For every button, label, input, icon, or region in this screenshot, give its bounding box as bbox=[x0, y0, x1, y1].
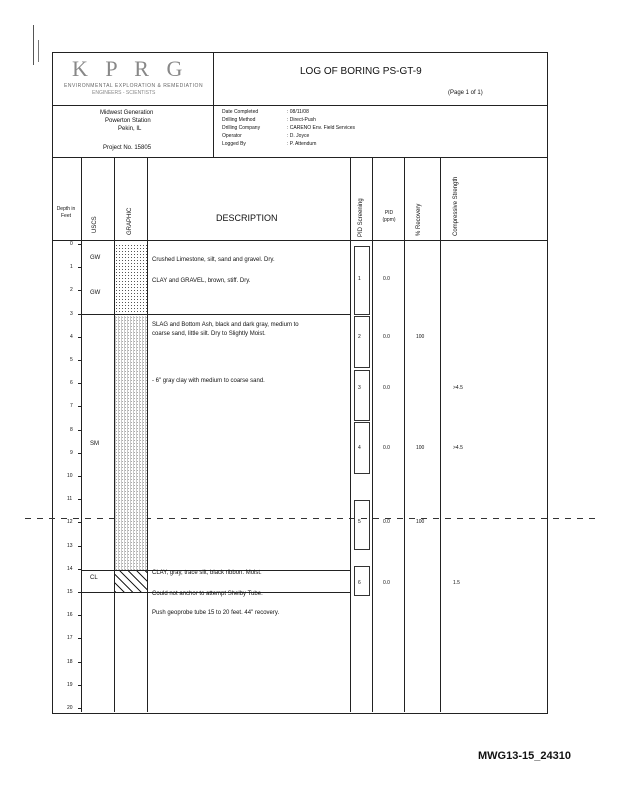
depth-tick-mark bbox=[78, 430, 82, 431]
header-divider-vertical bbox=[213, 52, 214, 105]
depth-tick-mark bbox=[78, 453, 82, 454]
sample-compressive: >4.5 bbox=[453, 445, 463, 452]
depth-tick-mark bbox=[78, 499, 82, 500]
project-name-1: Midwest Generation bbox=[100, 110, 154, 116]
info-value: : 08/11/08 bbox=[287, 109, 309, 115]
sample-number: 3 bbox=[358, 384, 361, 391]
depth-tick-label: 19 bbox=[67, 681, 73, 688]
uscs-code: GW bbox=[90, 289, 101, 296]
sample-pid: 0.0 bbox=[383, 445, 390, 452]
depth-tick-label: 8 bbox=[70, 426, 73, 433]
col-line bbox=[147, 157, 148, 712]
project-name-2: Powerton Station bbox=[105, 118, 151, 124]
column-header-uscs: USCS bbox=[92, 216, 98, 233]
depth-tick-label: 17 bbox=[67, 635, 73, 642]
project-number: Project No. 15805 bbox=[103, 145, 152, 151]
scan-dash-line bbox=[25, 518, 600, 519]
scan-mark-left bbox=[33, 25, 34, 65]
depth-tick-mark bbox=[78, 267, 82, 268]
sample-number: 1 bbox=[358, 275, 361, 282]
depth-tick-mark bbox=[78, 592, 82, 593]
column-header-pid-ppm: PID (ppm) bbox=[382, 210, 396, 223]
column-header-recovery: % Recovery bbox=[416, 203, 422, 236]
depth-tick-mark bbox=[78, 662, 82, 663]
column-header-divider bbox=[52, 240, 547, 241]
sample-recovery: 100 bbox=[416, 445, 425, 452]
description-line: Could not anchor to attempt Shelby Tube. bbox=[152, 591, 263, 598]
depth-tick-mark bbox=[78, 569, 82, 570]
sample-number: 4 bbox=[358, 445, 361, 452]
info-label: Drilling Company bbox=[222, 125, 261, 131]
info-value: : D. Joyce bbox=[287, 133, 310, 139]
info-divider-vertical bbox=[213, 105, 214, 157]
sample-box bbox=[354, 370, 370, 421]
col-line bbox=[440, 157, 441, 712]
column-header-depth: Depth in Feet bbox=[56, 206, 76, 219]
col-line bbox=[350, 157, 351, 712]
sample-box bbox=[354, 316, 370, 368]
depth-tick-label: 11 bbox=[67, 496, 73, 503]
depth-tick-mark bbox=[78, 406, 82, 407]
description-line: coarse sand, little silt. Dry to Slightly Moist. bbox=[152, 331, 266, 338]
sample-number: 5 bbox=[358, 519, 361, 526]
document-id: MWG13-15_24310 bbox=[478, 750, 571, 762]
info-value: : Direct-Push bbox=[287, 117, 316, 123]
sample-pid: 0.0 bbox=[383, 333, 390, 340]
depth-tick-label: 5 bbox=[70, 357, 73, 363]
depth-tick-label: 15 bbox=[67, 589, 73, 595]
depth-tick-label: 4 bbox=[70, 333, 73, 340]
depth-tick-mark bbox=[78, 546, 82, 547]
sample-pid: 0.0 bbox=[383, 519, 390, 526]
info-divider-horizontal bbox=[52, 157, 547, 158]
sample-box bbox=[354, 246, 370, 315]
column-header-description: DESCRIPTION bbox=[216, 213, 278, 223]
depth-tick-label: 1 bbox=[70, 264, 73, 271]
column-header-compressive: Compressive Strength bbox=[453, 176, 459, 236]
sample-compressive: 1.5 bbox=[453, 579, 460, 586]
sample-compressive: >4.5 bbox=[453, 384, 463, 391]
description-line: Push geoprobe tube 15 to 20 feet. 44" recovery. bbox=[152, 609, 280, 616]
depth-tick-mark bbox=[78, 685, 82, 686]
depth-tick-label: 6 bbox=[70, 380, 73, 387]
info-value: : P. Attendum bbox=[287, 141, 317, 147]
description-line: Crushed Limestone, silt, sand and gravel. Dry. bbox=[152, 257, 275, 264]
depth-tick-label: 13 bbox=[67, 542, 73, 549]
sample-pid: 0.0 bbox=[383, 384, 390, 391]
sample-recovery: 100 bbox=[416, 519, 425, 526]
depth-tick-mark bbox=[78, 383, 82, 384]
sample-box bbox=[354, 422, 370, 474]
page-number: (Page 1 of 1) bbox=[448, 90, 483, 96]
company-logo: K P R G bbox=[72, 56, 189, 81]
uscs-code: CL bbox=[90, 575, 98, 582]
sample-pid: 0.0 bbox=[383, 579, 390, 586]
depth-tick-mark bbox=[78, 337, 82, 338]
graphic-gravel-fill bbox=[115, 244, 147, 314]
layer-boundary bbox=[82, 314, 350, 315]
project-name-3: Pekin, IL bbox=[118, 126, 142, 132]
graphic-clay-fill bbox=[115, 570, 147, 592]
depth-tick-mark bbox=[78, 476, 82, 477]
description-line: - 6" gray clay with medium to coarse sand. bbox=[152, 377, 265, 384]
depth-tick-label: 3 bbox=[70, 310, 73, 317]
sample-box bbox=[354, 566, 370, 596]
depth-tick-label: 10 bbox=[67, 473, 73, 479]
uscs-code: GW bbox=[90, 254, 101, 261]
depth-tick-label: 7 bbox=[70, 403, 73, 410]
info-label: Date Completed bbox=[222, 109, 259, 115]
col-line bbox=[404, 157, 405, 712]
description-line: SLAG and Bottom Ash, black and dark gray, medium to bbox=[152, 322, 299, 329]
depth-tick-label: 14 bbox=[67, 565, 73, 572]
graphic-slag-overlay bbox=[115, 316, 147, 570]
depth-tick-mark bbox=[78, 615, 82, 616]
depth-tick-label: 18 bbox=[67, 658, 73, 665]
depth-tick-mark bbox=[78, 708, 82, 709]
depth-tick-label: 12 bbox=[67, 519, 73, 526]
depth-tick-mark bbox=[78, 244, 82, 245]
depth-tick-mark bbox=[78, 522, 82, 523]
scan-mark-left-2 bbox=[38, 40, 39, 62]
header-divider-horizontal bbox=[52, 105, 547, 106]
depth-tick-label: 2 bbox=[70, 287, 73, 294]
sample-recovery: 100 bbox=[416, 333, 425, 340]
page-title: LOG OF BORING PS-GT-9 bbox=[300, 66, 422, 77]
info-label: Operator bbox=[222, 133, 242, 139]
column-header-pid-screening: PID Screening bbox=[358, 198, 364, 237]
depth-tick-mark bbox=[78, 290, 82, 291]
description-line: CLAY, gray, trace silt, black ribbon. Moist. bbox=[152, 570, 262, 577]
depth-tick-label: 9 bbox=[70, 449, 73, 456]
info-value: : CARENO Env. Field Services bbox=[287, 125, 355, 131]
info-label: Drilling Method bbox=[222, 117, 256, 123]
sample-pid: 0.0 bbox=[383, 275, 390, 282]
col-line bbox=[372, 157, 373, 712]
sample-box bbox=[354, 500, 370, 550]
depth-tick-mark bbox=[78, 360, 82, 361]
uscs-code: SM bbox=[90, 440, 99, 447]
company-logo-caption: ENGINEERS - SCIENTISTS bbox=[92, 90, 156, 96]
depth-tick-label: 20 bbox=[67, 705, 73, 711]
column-header-graphic: GRAPHIC bbox=[127, 207, 133, 235]
col-line bbox=[81, 157, 82, 712]
depth-tick-mark bbox=[78, 638, 82, 639]
depth-tick-label: 0 bbox=[70, 241, 73, 247]
description-line: CLAY and GRAVEL, brown, stiff. Dry. bbox=[152, 278, 251, 285]
depth-tick-mark bbox=[78, 314, 82, 315]
sample-number: 2 bbox=[358, 333, 361, 340]
company-logo-subtitle: ENVIRONMENTAL EXPLORATION & REMEDIATION bbox=[64, 83, 204, 89]
depth-tick-label: 16 bbox=[67, 612, 73, 619]
info-label: Logged By bbox=[222, 141, 246, 147]
sample-number: 6 bbox=[358, 579, 361, 586]
